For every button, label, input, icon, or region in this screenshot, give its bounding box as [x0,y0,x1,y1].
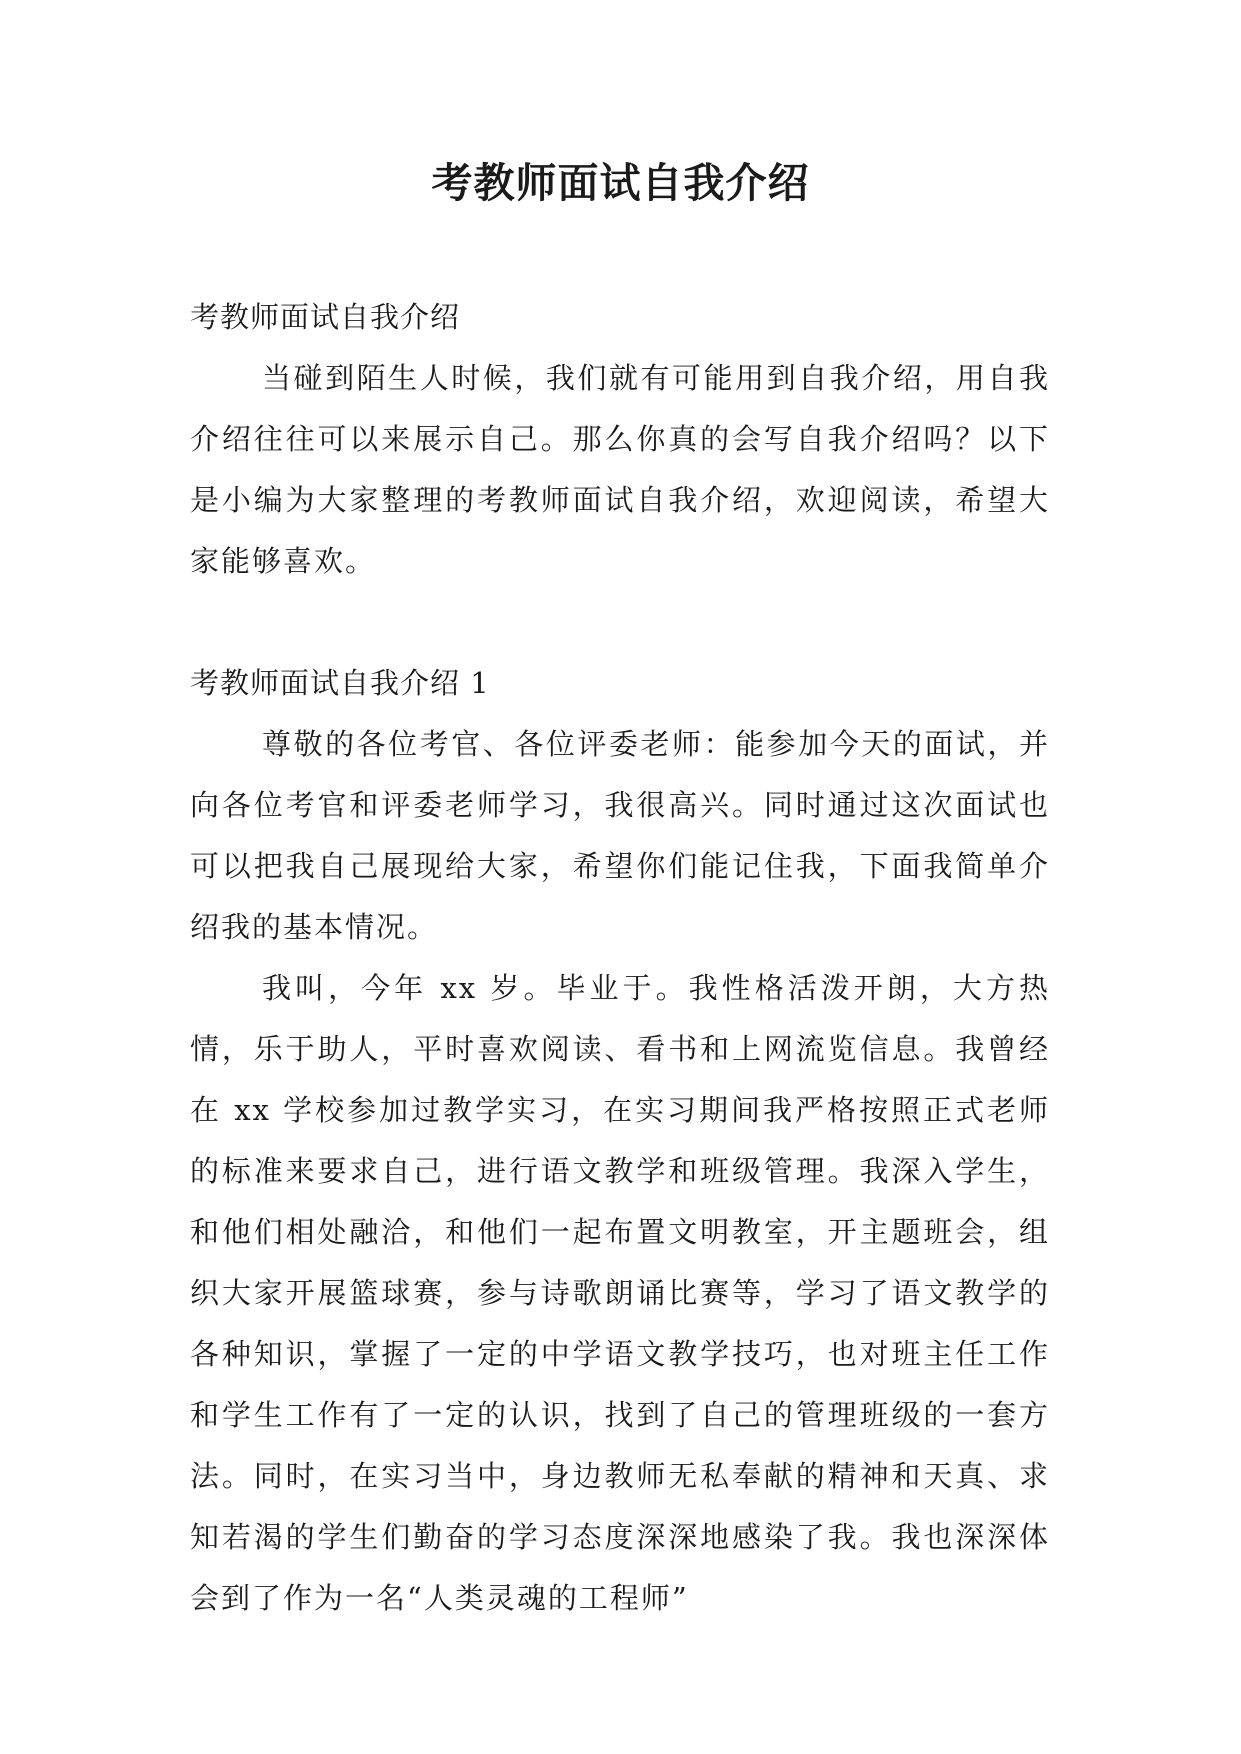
section-1-paragraph-2: 我叫，今年 xx 岁。毕业于。我性格活泼开朗，大方热情，乐于助人，平时喜欢阅读、看书和上网流览信息。我曾经在 xx 学校参加过教学实习，在实习期间我严格按照正式老师的标准来要求自己，进行语文教学和班级管理。我深入学生，和他们相处融洽，和他们一起布置文明教室，开主题班会，组织大家开展篮球赛，参与诗歌朗诵比赛等，学习了语文教学的各种知识，掌握了一定的中学语文教学技巧，也对班主任工作和学生工作有了一定的认识，找到了自己的管理班级的一套方法。同时，在实习当中，身边教师无私奉献的精神和天真、求知若渴的学生们勤奋的学习态度深深地感染了我。我也深深体会到了作为一名“人类灵魂的工程师” [190,971,1050,1615]
document-body [190,287,1050,1629]
section-1-heading: 考教师面试自我介绍 1 [190,666,490,700]
document-title: 考教师面试自我介绍 [431,159,810,207]
intro-heading: 考教师面试自我介绍 [190,300,461,334]
section-spacer [190,592,1050,653]
intro-paragraph: 当碰到陌生人时候，我们就有可能用到自我介绍，用自我介绍往往可以来展示自己。那么你真的会写自我介绍吗？以下是小编为大家整理的考教师面试自我介绍，欢迎阅读，希望大家能够喜欢。 [190,361,1050,578]
section-1-paragraph-1: 尊敬的各位考官、各位评委老师：能参加今天的面试，并向各位考官和评委老师学习，我很高兴。同时通过这次面试也可以把我自己展现给大家，希望你们能记住我，下面我简单介绍我的基本情况。 [190,727,1050,944]
